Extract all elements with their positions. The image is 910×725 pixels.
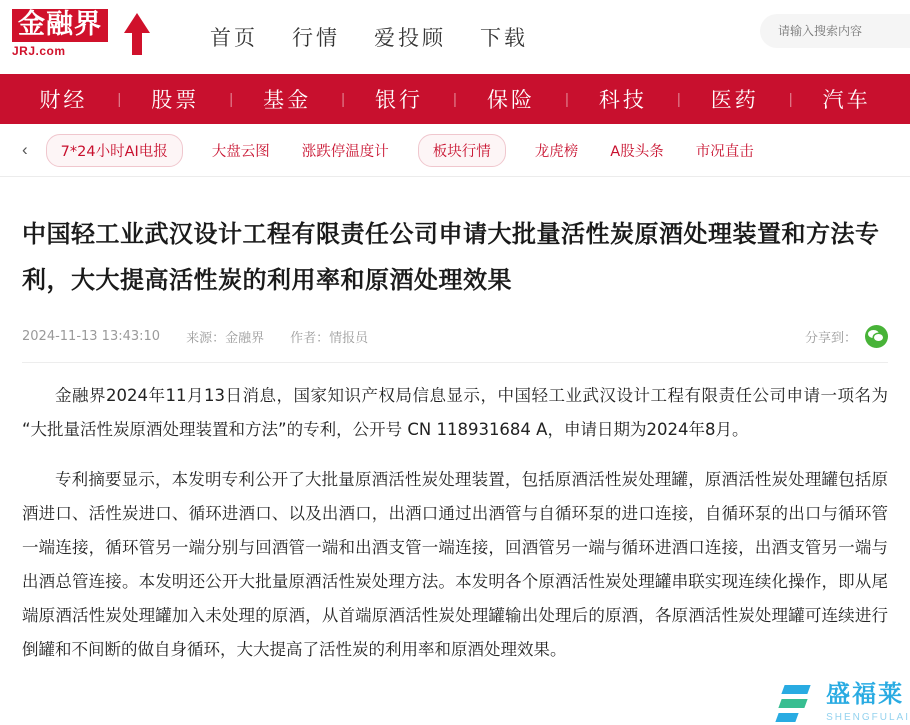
nav-divider: | xyxy=(564,90,569,108)
article-body xyxy=(22,379,888,667)
nav-divider: | xyxy=(788,90,793,108)
logo-sub-text: JRJ.com xyxy=(12,44,66,59)
nav-item-download[interactable]: 下载 xyxy=(480,26,528,50)
article-paragraph: 金融界2024年11月13日消息，国家知识产权局信息显示，中国轻工业武汉设计工程有限责任公司申请一项名为“大批量活性炭原酒处理装置和方法”的专利，公开号 CN 118931684 A，申请日期为2024年8月。 xyxy=(22,386,888,439)
chevron-left-icon[interactable]: ‹ xyxy=(22,140,28,159)
source-label: 来源： xyxy=(186,331,226,346)
category-insurance[interactable]: 保险 xyxy=(486,88,535,112)
search-box[interactable] xyxy=(760,14,910,48)
watermark-cn: 盛福莱 xyxy=(826,680,905,708)
quicklink-sector-quotes[interactable]: 板块行情 xyxy=(418,134,506,167)
source-value: 金融界 xyxy=(225,331,265,346)
author-value: 情报员 xyxy=(329,331,369,346)
category-banking[interactable]: 银行 xyxy=(375,88,424,112)
category-finance[interactable]: 财经 xyxy=(39,88,88,112)
publish-datetime: 2024-11-13 13:43:10 xyxy=(22,329,161,344)
wechat-icon[interactable] xyxy=(865,325,888,348)
site-header xyxy=(0,0,910,74)
nav-item-home[interactable]: 首页 xyxy=(210,26,258,50)
quicklink-market-live[interactable]: 市况直击 xyxy=(695,143,754,160)
article-container xyxy=(0,177,910,724)
primary-nav xyxy=(210,22,528,52)
article-paragraph: 专利摘要显示，本发明专利公开了大批量原酒活性炭处理装置，包括原酒活性炭处理罐，原酒活性炭处理罐包括原酒进口、活性炭进口、循环进酒口、以及出酒口，出酒口通过出酒管与自循环泵的进口连接，自循环泵的出口与循环管一端连接，循环管另一端分别与回酒管一端和出酒支管一端连接，回酒管另一端与循环进酒口连接，出酒支管另一端与出酒总管连接。本发明还公开大批量原酒活性炭处理方法。本发明各个原酒活性炭处理罐串联实现连续化操作，即从尾端原酒活性炭处理罐加入未处理的原酒，从首端原酒活性炭处理罐输出处理后的原酒，各原酒活性炭处理罐可连续进行倒罐和不间断的做自身循环，大大提高了活性炭的利用率和原酒处理效果。 xyxy=(22,470,888,659)
quicklink-limit-thermometer[interactable]: 涨跌停温度计 xyxy=(301,143,389,160)
quicklink-strip xyxy=(0,124,910,177)
quicklink-market-map[interactable]: 大盘云图 xyxy=(211,143,270,160)
nav-divider: | xyxy=(341,90,346,108)
nav-item-advisor[interactable]: 爱投顾 xyxy=(374,26,446,50)
share-label: 分享到： xyxy=(804,331,857,346)
category-nav xyxy=(0,74,910,124)
category-tech[interactable]: 科技 xyxy=(598,88,647,112)
logo-main-text: 金融界 xyxy=(12,9,108,42)
author-label: 作者： xyxy=(290,331,330,346)
nav-divider: | xyxy=(676,90,681,108)
category-funds[interactable]: 基金 xyxy=(263,88,312,112)
nav-divider: | xyxy=(453,90,457,108)
watermark-logo-icon xyxy=(774,681,818,725)
category-stocks[interactable]: 股票 xyxy=(151,88,200,112)
nav-divider: | xyxy=(117,90,122,108)
nav-item-quotes[interactable]: 行情 xyxy=(292,26,340,50)
category-auto[interactable]: 汽车 xyxy=(822,88,871,112)
logo-arrow-icon xyxy=(124,13,150,33)
quicklink-dragon-tiger[interactable]: 龙虎榜 xyxy=(534,143,579,160)
category-pharma[interactable]: 医药 xyxy=(710,88,759,112)
page-title: 中国轻工业武汉设计工程有限责任公司申请大批量活性炭原酒处理装置和方法专利，大大提高活性炭的利用率和原酒处理效果 xyxy=(22,220,880,294)
search-input[interactable] xyxy=(776,23,910,39)
quicklink-a-share-headlines[interactable]: A股头条 xyxy=(610,143,664,160)
watermark-en: SHENGFULAI xyxy=(826,712,910,724)
watermark xyxy=(774,681,910,725)
share-area xyxy=(805,325,888,348)
quicklink-ai-telegraph[interactable]: 7*24小时AI电报 xyxy=(46,134,183,167)
article-meta xyxy=(22,325,888,363)
nav-divider: | xyxy=(229,90,234,108)
watermark-text xyxy=(826,681,910,725)
site-logo[interactable] xyxy=(12,9,152,65)
